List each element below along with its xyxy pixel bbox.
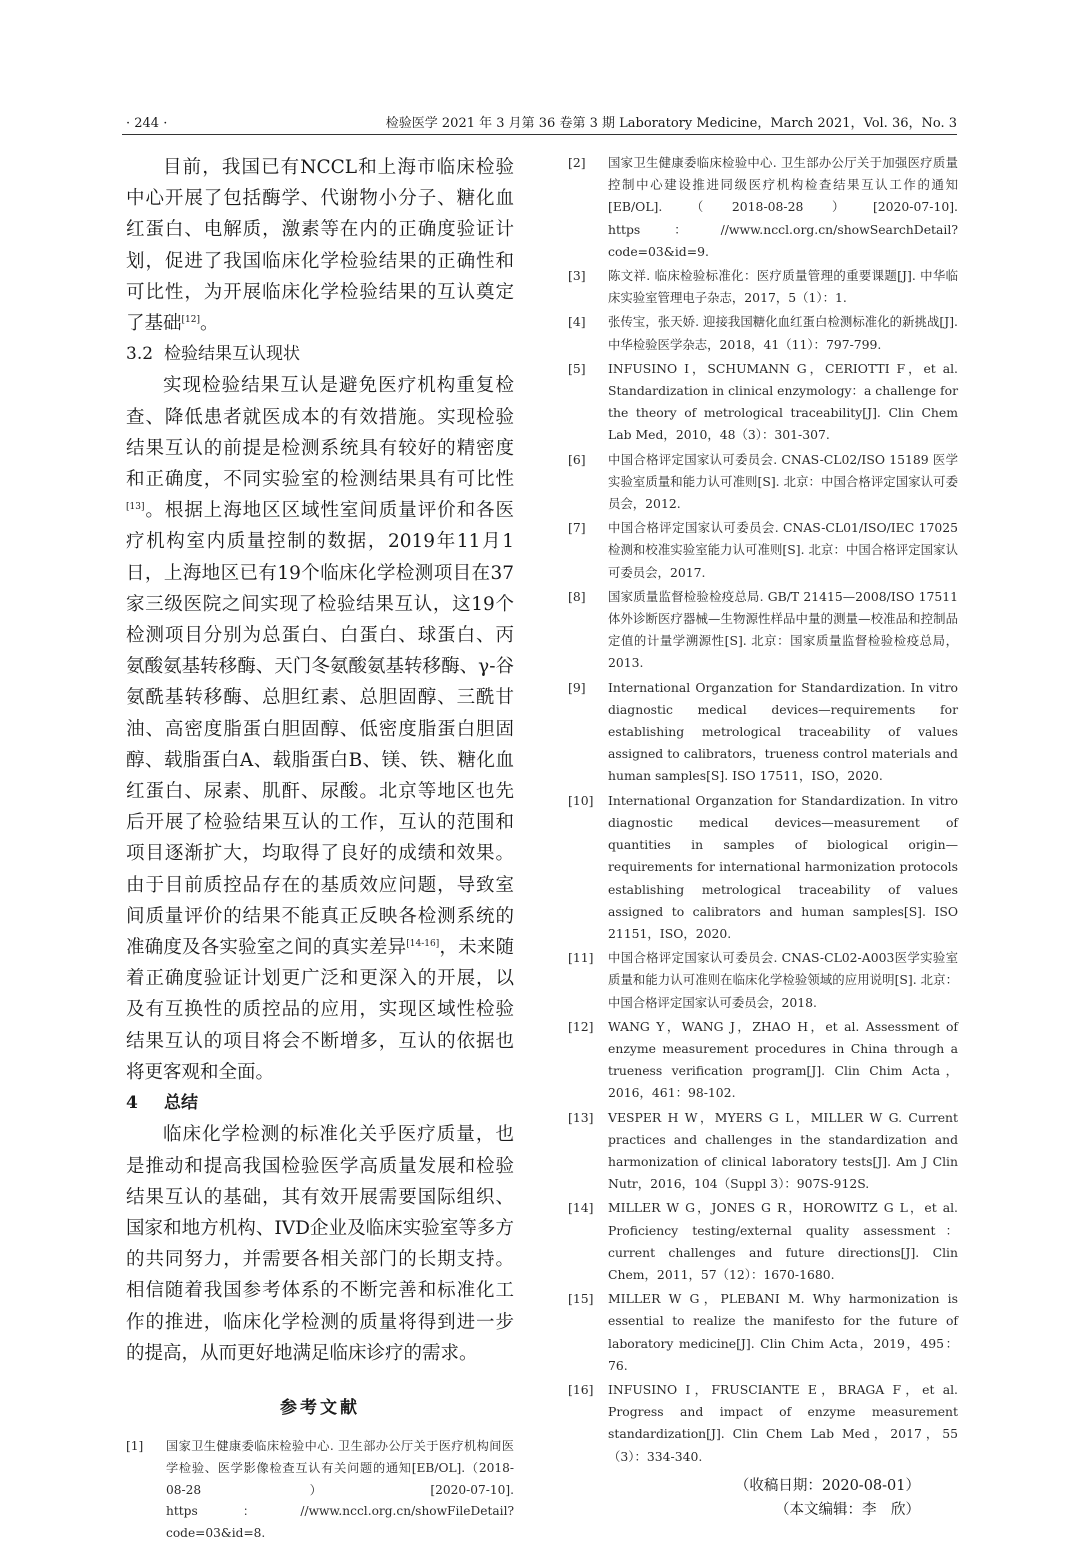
citation-13: [13]	[126, 502, 145, 513]
reference-text: VESPER H W，MYERS G L，MILLER W G. Current practices and challenges in the standardization and harmonization of clinical laboratory tests[J]. Am J Clin Nutr，2016，104（Suppl 3）：907S-912S.	[608, 1109, 958, 1192]
paragraph-text: 目前，我国已有NCCL和上海市临床检验中心开展了包括酶学、代谢物小分子、糖化血红蛋白、电解质，激素等在内的正确度验证计划，促进了我国临床化学检验结果的正确性和可比性，为开展临床化学检验结果的互认奠定了基础	[126, 157, 514, 335]
reference-text: 国家质量监督检验检疫总局. GB/T 21415—2008/ISO 17511 体外诊断医疗器械—生物源性样品中量的测量—校准品和控制品定值的计量学溯源性[S]. 北京：国家质量监督检验检疫总局，2013.	[608, 588, 958, 671]
reference-item	[568, 152, 958, 263]
reference-text: MILLER W G，PLEBANI M. Why harmonization is essential to realize the manifesto for the future of laboratory medicine[J]. Clin Chim Acta，2019，495：76.	[608, 1291, 958, 1373]
reference-text: International Organzation for Standardization. In vitro diagnostic medical devices—measurement of quantities in samples of biological origin—requirements for international harmonization protocols establishing metrological traceability of values assigned to calibrators and human samples[S]. ISO 21151，ISO，2020.	[608, 792, 958, 941]
reference-number: [6]	[568, 451, 586, 467]
reference-number: [8]	[568, 588, 586, 604]
section-heading-3-2	[126, 339, 514, 370]
reference-item	[568, 358, 958, 447]
page-number: · 244 ·	[126, 116, 168, 131]
reference-text: WANG Y，WANG J，ZHAO H，et al. Assessment of enzyme measurement procedures in China through a trueness verification program[J]. Clin Chim Acta，2016，461：98-102.	[608, 1018, 958, 1101]
references-title: 参考文献	[280, 1397, 360, 1418]
reference-number: [10]	[568, 792, 594, 808]
reference-text: 国家卫生健康委临床检验中心. 卫生部办公厅关于加强医疗质量控制中心建设推进同级医疗机构检查结果互认工作的通知[EB/OL].（2018-08-28）[2020-07-10]. https：//www.nccl.org.cn/showSearchDetail?code=03&id=9.	[608, 155, 958, 259]
section-title: 总结	[164, 1093, 198, 1114]
citation-12: [12]	[181, 314, 200, 325]
journal-citation: 检验医学 2021 年 3 月第 36 卷第 3 期 Laboratory Medicine，March 2021，Vol. 36，No. 3	[385, 116, 957, 131]
section-number: 4	[126, 1093, 138, 1114]
reference-item	[568, 1107, 958, 1196]
paragraph-end: 。	[200, 313, 219, 335]
reference-number: [3]	[568, 268, 586, 284]
section-number: 3.2	[126, 344, 154, 365]
reference-number: [4]	[568, 314, 586, 330]
reference-text: 张传宝，张天娇. 迎接我国糖化血红蛋白检测标准化的新挑战[J]. 中华检验医学杂志，2018，41（11）：797-799.	[608, 314, 958, 352]
reference-number: [14]	[568, 1200, 594, 1216]
reference-item	[568, 790, 958, 945]
paragraph-text: 实现检验结果互认是避免医疗机构重复检查、降低患者就医成本的有效措施。实现检验结果互认的前提是检测系统具有较好的精密度和正确度，不同实验室的检测结果具有可比性	[126, 375, 514, 491]
reference-item	[568, 449, 958, 516]
paragraph-eqa-programs	[126, 152, 514, 339]
reference-text: 陈文祥. 临床检验标准化：医疗质量管理的重要课题[J]. 中华临床实验室管理电子杂志，2017，5（1）：1.	[608, 268, 958, 306]
reference-item	[568, 1197, 958, 1286]
reference-item	[568, 1016, 958, 1105]
reference-item	[568, 586, 958, 675]
reference-number: [5]	[568, 360, 586, 376]
paragraph-summary: 临床化学检测的标准化关乎医疗质量，也是推动和提高我国检验医学高质量发展和检验结果互认的基础，其有效开展需要国际组织、国家和地方机构、IVD企业及临床实验室等多方的共同努力，并需要各相关部门的长期支持。相信随着我国参考体系的不断完善和标准化工作的推进，临床化学检测的质量将得到进一步的提高，从而更好地满足临床诊疗的需求。	[126, 1124, 514, 1364]
reference-number: [7]	[568, 520, 586, 536]
reference-text: 国家卫生健康委临床检验中心. 卫生部办公厅关于医疗机构间医学检验、医学影像检查互认有关问题的通知[EB/OL].（2018-08-28）[2020-07-10]. https：//www.nccl.org.cn/showFileDetail?code=03&id=8.	[166, 1438, 514, 1541]
reference-item	[568, 1379, 958, 1468]
paragraph-text: ，未来随着正确度验证计划更广泛和更深入的开展，以及有互换性的质控品的应用，实现区域性检验结果互认的项目将会不断增多，互认的依据也将更客观和全面。	[126, 937, 514, 1083]
paragraph-text: 。根据上海地区区域性室间质量评价和各医疗机构室内质量控制的数据，2019年11月1日，上海地区已有19个临床化学检测项目在37家三级医院之间实现了检验结果互认，这19个检测项目分别为总蛋白、白蛋白、球蛋白、丙氨酸氨基转移酶、天门冬氨酸氨基转移酶、γ-谷氨酰基转移酶、总胆红素、总胆固醇、三酰甘油、高密度脂蛋白胆固醇、低密度脂蛋白胆固醇、载脂蛋白A、载脂蛋白B、镁、铁、糖化血红蛋白、尿素、肌酐、尿酸。北京等地区也先后开展了检验结果互认的工作，互认的范围和项目逐渐扩大，均取得了良好的成绩和效果。由于目前质控品存在的基质效应问题，导致室间质量评价的结果不能真正反映各检测系统的准确度及各实验室之间的真实差异	[126, 500, 514, 959]
received-date: （收稿日期：2020-08-01）	[734, 1477, 920, 1494]
reference-item	[568, 265, 958, 309]
reference-number: [11]	[568, 950, 594, 966]
reference-item	[126, 1436, 514, 1545]
editor-credit: （本文编辑：李 欣）	[775, 1501, 920, 1518]
reference-number: [15]	[568, 1291, 594, 1307]
reference-number: [12]	[568, 1018, 594, 1034]
reference-item	[568, 517, 958, 584]
reference-number: [16]	[568, 1381, 594, 1397]
reference-text: MILLER W G，JONES G R，HOROWITZ G L，et al. Proficiency testing/external quality assessment：current challenges and future directions[J]. Clin Chem，2011，57（12）：1670-1680.	[608, 1200, 958, 1282]
reference-number: [9]	[568, 679, 586, 695]
reference-text: INFUSINO I，SCHUMANN G，CERIOTTI F，et al. Standardization in clinical enzymology：a challenge for the theory of metrological traceability[J]. Clin Chem Lab Med，2010，48（3）：301-307.	[608, 360, 958, 443]
reference-item	[568, 311, 958, 355]
reference-text: International Organzation for Standardization. In vitro diagnostic medical devices—requirements for establishing metrological traceability of values assigned to calibrators，trueness control materials and human samples[S]. ISO 17511，ISO，2020.	[608, 679, 958, 784]
reference-text: INFUSINO I，FRUSCIANTE E，BRAGA F，et al. Progress and impact of enzyme measurement standardization[J]. Clin Chem Lab Med，2017，55（3）：334-340.	[608, 1381, 958, 1464]
reference-text: 中国合格评定国家认可委员会. CNAS-CL01/ISO/IEC 17025 检测和校准实验室能力认可准则[S]. 北京：中国合格评定国家认可委员会，2017.	[608, 520, 958, 580]
reference-number: [13]	[568, 1109, 594, 1125]
section-title: 检验结果互认现状	[164, 344, 300, 365]
reference-item	[568, 1288, 958, 1377]
running-header	[122, 112, 957, 135]
reference-item	[568, 677, 958, 788]
reference-item	[568, 947, 958, 1014]
reference-text: 中国合格评定国家认可委员会. CNAS-CL02-A003医学实验室质量和能力认可准则在临床化学检验领域的应用说明[S]. 北京：中国合格评定国家认可委员会，2018.	[608, 950, 958, 1010]
left-column	[126, 152, 514, 1547]
right-column	[568, 152, 958, 1522]
paragraph-mutual-recognition	[126, 370, 514, 1088]
section-heading-4	[126, 1088, 514, 1119]
reference-text: 中国合格评定国家认可委员会. CNAS-CL02/ISO 15189 医学实验室质量和能力认可准则[S]. 北京：中国合格评定国家认可委员会，2012.	[608, 451, 958, 512]
reference-number: [2]	[568, 155, 586, 170]
citation-14-16: [14-16]	[406, 938, 440, 949]
reference-number: [1]	[126, 1438, 144, 1453]
